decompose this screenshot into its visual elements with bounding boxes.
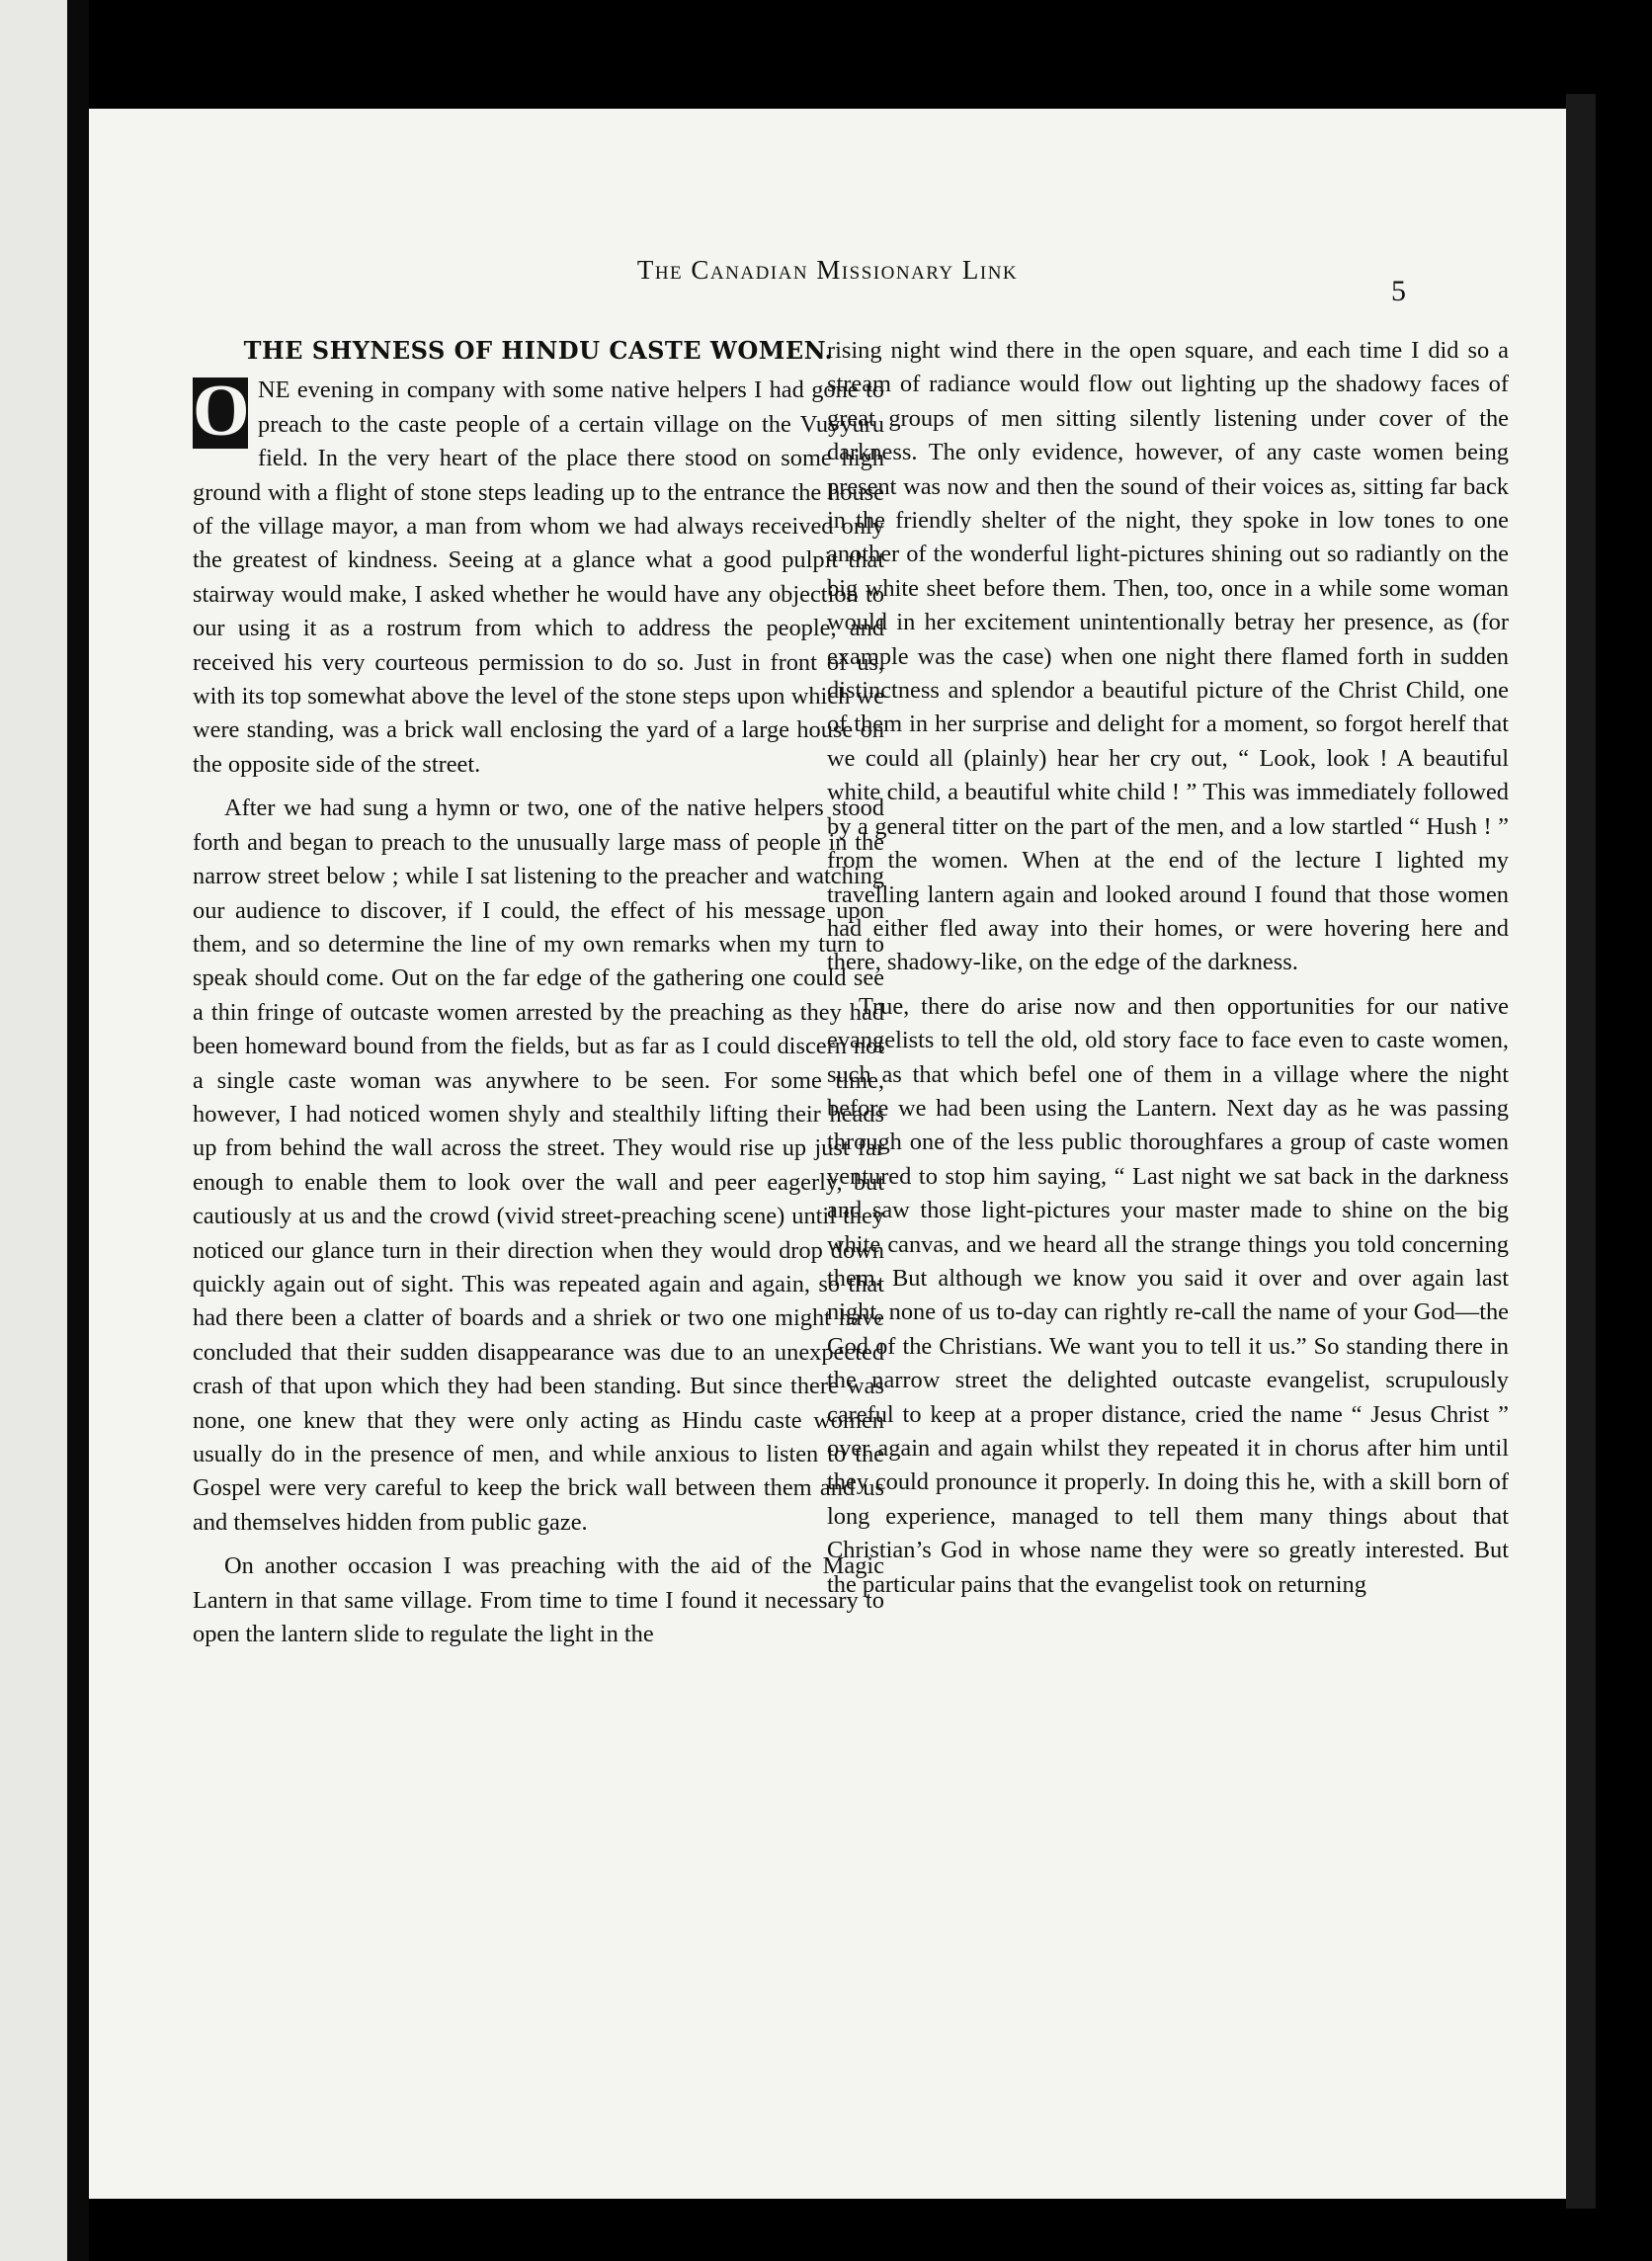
drop-cap: O xyxy=(193,371,250,453)
paragraph-2: After we had sung a hymn or two, one of the native helpers stood forth and began to preach to the unusually large mass of people in the narrow street below ; while I sat listening to the preacher and watching our audience to discover, if I could, the effect of his message upon them, and so determine the line of my own remarks when my turn to speak should come. Out on the far edge of the gathering one could see a thin fringe of outcaste women arrested by the preaching as they had been homeward bound from the fields, but as far as I could discern not a single caste woman was anywhere to be seen. For some time, however, I had noticed women shyly and stealthily lifting their heads up from behind the wall across the street. They would rise up just far enough to enable them to look over the wall and peer eagerly, but cautiously at us and the crowd (vivid street-preaching scene) until they noticed our glance turn in their direction when they would drop down quickly again out of sight. This was repeated again and again, so that had there been a clatter of boards and a shriek or two one might have concluded that their sudden disappearance was due to an unexpected crash of that upon which they had been standing. But since there was none, one knew that they were only acting as Hindu caste women usually do in the presence of men, and while anxious to listen to the Gospel were very careful to keep the brick wall between them and us and themselves hidden from public gaze. xyxy=(193,795,884,1536)
adjacent-page-edge xyxy=(0,0,67,2261)
paragraph-3-continued: rising night wind there in the open square, and each time I did so a stream of radiance would flow out lighting up the shadowy faces of great groups of men sitting silently listening under cover of the darkness. The only evidence, however, of any caste women being present was now and then the sound of their voices as, sitting far back in the friendly shelter of the night, they spoke in low tones to one another of the wonderful light-pictures shining out so radiantly on the big white sheet before them. Then, too, once in a while some woman would in her excitement unintentionally betray her presence, as (for example was the case) when one night there flamed forth in sudden distinctness and splendor a beautiful picture of the Christ Child, one of them in her surprise and delight for a moment, so forgot herelf that we could all (plainly) hear her cry out, “ Look, look ! A beautiful white child, a beautiful white child ! ” This was immediately followed by a general titter on the part of the men, and a low startled “ Hush ! ” from the women. When at the end of the lecture I lighted my travelling lantern again and looked around I found that those women had either fled away into their homes, or were hovering here and there, shadowy-like, on the edge of the darkness. xyxy=(827,337,1509,976)
paragraph-1 xyxy=(193,371,884,782)
paragraph-1-text: NE evening in company with some native helpers I had gone to preach to the caste people of a certain village on the Vuyyuru field. In the very heart of the place there stood on some high ground with a flight of stone steps leading up to the entrance the house of the village mayor, a man from whom we had always received only the greatest of kindness. Seeing at a glance what a good pulpit that stairway would make, I asked whether he would have any objection to our using it as a rostrum from which to address the people, and received his very courteous permission to do so. Just in front of us, with its top somewhat above the level of the stone steps upon which we were standing, was a brick wall enclosing the yard of a large house on the opposite side of the street. xyxy=(193,377,884,778)
scanned-page xyxy=(89,109,1566,2199)
paragraph-3: On another occasion I was preaching with the aid of the Magic Lantern in that same village. From time to time I found it necessary to open the lantern slide to regulate the light in the xyxy=(193,1552,884,1648)
running-header: The Canadian Missionary Link xyxy=(636,255,1019,285)
right-column xyxy=(827,334,1509,1612)
paragraph-4: True, there do arise now and then opportunities for our native evangelists to tell the old, old story face to face even to caste women, such as that which befel one of them in a village where the night before we had been using the Lantern. Next day as he was passing through one of the less public thoroughfares a group of caste women ventured to stop him saying, “ Last night we sat back in the darkness and saw those light-pictures your master made to shine on the big white canvas, and we heard all the strange things you told concerning them. But although we know you said it over and over again last night, none of us to-day can rightly re-call the name of your God—the God of the Christians. We want you to tell it us.” So standing there in the narrow street the delighted outcaste evangelist, scrupulously careful to keep at a proper distance, cried the name “ Jesus Christ ” over again and again whilst they repeated it in chorus after him until they could pronounce it properly. In doing this he, with a skill born of long experience, managed to tell them many things about that Christian’s God in whose name they were so greatly interested. But the particular pains that the evangelist took on returning xyxy=(827,992,1509,1598)
page-number: 5 xyxy=(1391,275,1406,307)
book-cover-edge xyxy=(1566,94,1596,2209)
left-column xyxy=(193,334,884,1661)
book-gutter xyxy=(67,0,89,2261)
article-title: THE SHYNESS OF HINDU CASTE WOMEN. xyxy=(243,336,834,365)
